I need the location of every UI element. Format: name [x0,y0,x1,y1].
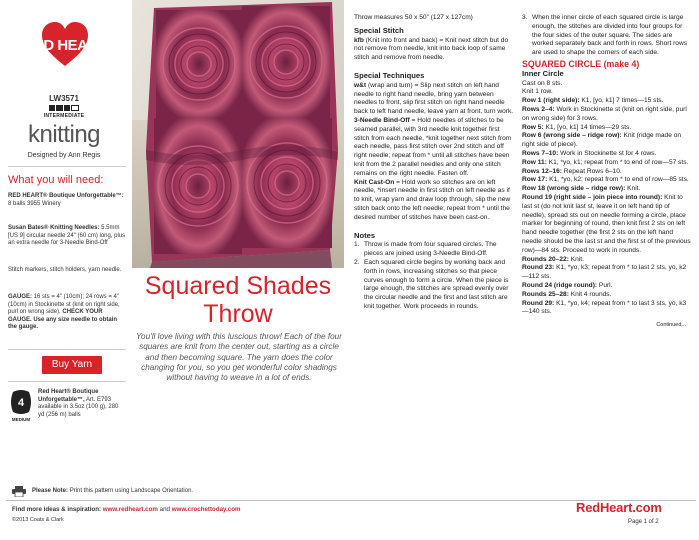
kfb-definition: kfb (Knit into front and back) = Knit next stitch but do not remove from needle, knit into back loop of same stitch and remove from needle. [354,36,509,62]
yarn-requirement: RED HEART® Boutique Unforgettable™: 8 balls 3955 Winery [8,193,124,207]
measurement: Throw measures 50 x 50" (127 x 127cm) [354,14,473,21]
divider [8,166,126,167]
row-line: Row 5: K1, [yo, k1] 14 times—29 sts. [522,123,632,131]
note-item: 1. Throw is made from four squared circles. The pieces are joined using 3-Needle Bind-Off. [354,241,497,258]
logo-text: RED HEART [23,37,107,54]
red-heart-logo[interactable] [22,20,108,76]
row-line: Knit 1 row. [522,88,553,96]
row-line: Rows 2–4: Work in Stockinette st (knit on right side, purl on wrong side) for 3 rows. [522,105,687,122]
materials-heading: What you will need: [8,174,104,186]
pattern-intro: You'll love living with this luscious throw! Each of the four squares are knit from the center out, starting as a circle and then becoming square. The yarn does the color changing for you, so you get wonderful color shadings without having to weave in a lot of ends. [136,332,342,383]
special-techniques-heading: Special Techniques [354,70,425,80]
row-line: Rows 7–10: Work in Stockinette st for 4 rows. [522,149,657,157]
note-item: 3. When the inner circle of each squared circle is large enough, the stitches are divided into four groups for the four sides of the outer square. The sides are worked separately back and forth in rows. Short rows are used to shape the corners of each side. [522,14,688,57]
more-ideas: Find more ideas & inspiration: www.redheart.com and www.crochettoday.com [12,506,241,513]
designer-credit: Designed by Ann Regis [27,152,101,159]
print-note: Please Note: Print this pattern using Landscape Orientation. [12,485,193,497]
inner-circle-heading: Inner Circle [522,68,564,78]
yarn-weight-label: MEDIUM [11,417,31,422]
skill-level-label: INTERMEDIATE [43,113,85,119]
redheart-site-label[interactable]: RedHeart.com [576,500,662,515]
row-instructions [522,80,692,318]
note-item: 2. Each squared circle begins by working back and forth in rows, increasing stitches so that piece curves enough to form a circle. When the piece is large enough, the stitches are spread evenly over the circular needle and the first and last stitch are knit together. Work proceeds in rounds. [354,258,509,310]
gauge-info: GAUGE: 16 sts = 4" (10cm); 24 rows = 4" (10cm) in Stockinette st (knit on right side, purl on wrong side). CHECK YOUR GAUGE. Use any size needle to obtain the gauge. [8,294,120,330]
divider [8,349,126,350]
yarn-weight-icon [10,389,32,415]
notes-list [354,241,516,311]
instructions-column-1 [354,14,516,312]
cast-on-definition: Knit Cast-On = Hold work so stitches are on left needle, *insert needle in first stitch on left needle as if to knit, wrap yarn and draw loop through, slip the new stitch back onto the left needle; repeat from * until the desired number of stitches have been cast-on. [354,178,511,221]
continued-label: Continued... [656,322,686,329]
throw-photo [132,0,344,268]
copyright: ©2013 Coats & Clark [12,517,64,523]
buy-yarn-button[interactable]: Buy Yarn [42,356,102,374]
row-line: Rounds 20–22: Knit. [522,255,584,263]
special-stitch-heading: Special Stitch [354,25,404,35]
section-heading: SQUARED CIRCLE (make 4) [522,58,640,69]
pattern-code: LW3571 [49,94,79,103]
wt-definition: w&t (wrap and turn) = Slip next stitch on left hand needle to right hand needle, bring yarn between needles to front, slip first stitch on right hand needle back to left hand needle, leave yarn at front, turn work. [354,81,514,116]
divider [8,381,126,382]
notions: Stitch markers, stitch holders, yarn needle. [8,267,122,273]
instructions-column-2 [522,14,692,330]
row-line: Rounds 25–28: Knit 4 rounds. [522,290,612,298]
needle-requirement: Susan Bates® Knitting Needles: 5.5mm [US 9] circular needle 24" (60 cm) long, plus an extra needle for 3-Needle Bind-Off [8,225,126,246]
craft-label: knitting [27,121,101,148]
skill-level-meter [49,105,79,111]
row-line: Row 6 (wrong side – ridge row): Knit (ridge made on right side of piece). [522,132,682,149]
row-line: Round 23: K1, *yo, k3; repeat from * to last 2 sts, yo, k2—112 sts. [522,264,687,281]
pattern-title: Squared Shades Throw [144,272,332,328]
throw-image [132,0,344,268]
yarn-weight-number: 4 [17,397,25,409]
yarn-info: Red Heart® Boutique Unforgettable™, Art. E793 available in 3.5oz (100 g), 280 yd (256 m) balls [38,389,119,418]
notes-list-continued [522,14,692,58]
page-number: Page 1 of 2 [628,519,659,525]
row-line: Row 11: K1, *yo, k1; repeat from * to end of row—57 sts. [522,158,689,166]
sidebar [0,0,128,520]
row-line: Row 17: K1, *yo, k2; repeat from * to end of row—85 sts. [522,176,689,184]
crochettoday-link[interactable]: www.crochettoday.com [171,506,241,513]
row-line: Round 19 (right side – join piece into round): Knit to last st (do not knit last st, leave it on left hand tip of needle), spread sts out on needle forming a circle, place marker for beginning of round, then knit first 2 sts on left hand needle together (the first 2 sts on the left hand needle should be the last st and the first st of the previous row)—84 sts. Proceed to work in rounds. [522,193,691,254]
row-line: Cast on 8 sts. [522,79,563,87]
row-line: Round 29: K1, *yo, k4; repeat from * to last 3 sts, yo, k3—140 sts. [522,299,687,316]
printer-icon [12,486,26,497]
redheart-link[interactable]: www.redheart.com [102,506,158,513]
row-line: Row 1 (right side): K1, [yo, k1] 7 times—15 sts. [522,97,664,105]
row-line: Rows 12–16: Repeat Rows 6–10. [522,167,622,175]
row-line: Round 24 (ridge round): Purl. [522,281,613,289]
notes-heading: Notes [354,230,376,240]
row-line: Row 18 (wrong side – ridge row): Knit. [522,185,641,193]
bind-off-definition: 3-Needle Bind-Off = Hold needles of stitches to be seamed parallel, with 3rd needle knit together first stitch from each needle, *knit together next stitch from each needle, pass first stitch over 2nd stitch and off right needle; repeat from * until all stitches have been knit from the 2 parallel needles and only one stitch remains on the right needle. Fasten off. [354,116,512,177]
